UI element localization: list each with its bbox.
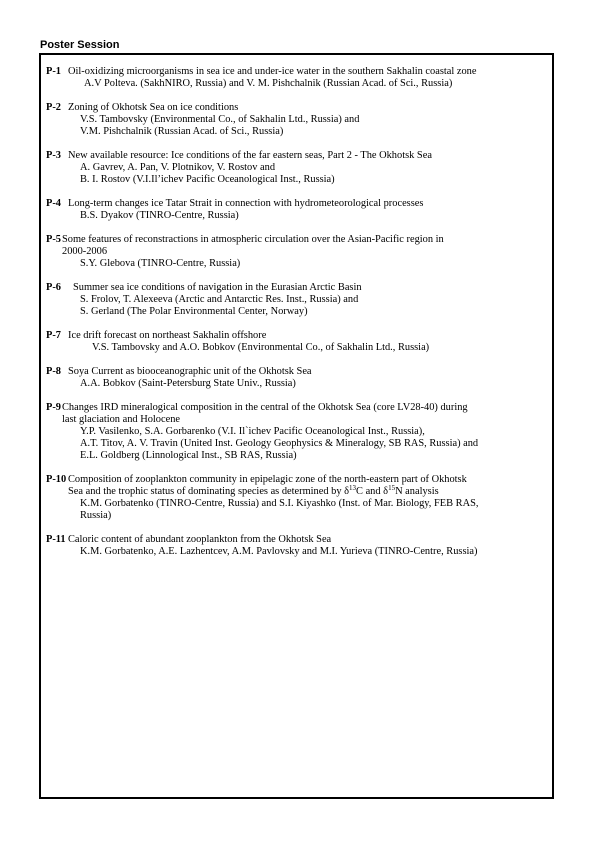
poster-id: P-5 (46, 234, 62, 245)
poster-title-continued: 2000-2006 (62, 246, 108, 257)
poster-entry-p5 (46, 234, 551, 270)
poster-authors: B.S. Dyakov (TINRO-Centre, Russia) (80, 210, 239, 221)
section-heading: Poster Session (40, 39, 120, 51)
poster-authors: B. I. Rostov (V.I.Il’ichev Pacific Oceanological Inst., Russia) (80, 174, 335, 185)
poster-authors: V.S. Tambovsky and A.O. Bobkov (Environmental Co., of Sakhalin Ltd., Russia) (92, 342, 430, 353)
poster-id: P-9 (46, 402, 62, 413)
poster-title-continued: last glaciation and Holocene (62, 414, 181, 425)
poster-authors: A.V Polteva. (SakhNIRO, Russia) and V. M. Pishchalnik (Russian Acad. of Sci., Russia) (84, 78, 453, 89)
poster-title: Ice drift forecast on northeast Sakhalin offshore (68, 330, 267, 341)
poster-authors: V.M. Pishchalnik (Russian Acad. of Sci., Russia) (80, 126, 284, 137)
poster-authors: A. Gavrev, A. Pan, V. Plotnikov, V. Rostov and (80, 162, 276, 173)
poster-authors: A.A. Bobkov (Saint-Petersburg State Univ., Russia) (80, 378, 296, 389)
poster-title: Some features of reconstractions in atmospheric circulation over the Asian-Pacific region in (62, 234, 444, 245)
poster-entry-p9 (46, 402, 551, 462)
poster-authors: A.T. Titov, A. V. Travin (United Inst. Geology Geophysics & Mineralogy, SB RAS, Russia) and (80, 438, 479, 449)
poster-authors: K.M. Gorbatenko (TINRO-Centre, Russia) and S.I. Kiyashko (Inst. of Mar. Biology, FEB RAS, (80, 498, 479, 509)
poster-title: Oil-oxidizing microorganisms in sea ice and under-ice water in the southern Sakhalin coastal zone (68, 66, 477, 77)
poster-entry-p7 (46, 330, 551, 354)
poster-id: P-8 (46, 366, 62, 377)
poster-authors: Russia) (80, 510, 112, 521)
poster-authors: S.Y. Glebova (TINRO-Centre, Russia) (80, 258, 241, 269)
poster-id: P-4 (46, 198, 62, 209)
poster-title: Composition of zooplankton community in epipelagic zone of the north-eastern part of Okhotsk (68, 474, 467, 485)
title-fragment: N analysis (395, 486, 439, 497)
poster-authors: V.S. Tambovsky (Environmental Co., of Sakhalin Ltd., Russia) and (80, 114, 360, 125)
poster-title: New available resource: Ice conditions of the far eastern seas, Part 2 - The Okhotsk Sea (68, 150, 432, 161)
poster-entry-p3 (46, 150, 551, 186)
poster-entry-p2 (46, 102, 551, 138)
poster-title: Caloric content of abundant zooplankton from the Okhotsk Sea (68, 534, 332, 545)
poster-id: P-1 (46, 66, 62, 77)
poster-id: P-2 (46, 102, 62, 113)
poster-entry-p8 (46, 366, 551, 390)
poster-entry-p10 (46, 474, 551, 522)
poster-authors: Y.P. Vasilenko, S.A. Gorbarenko (V.I. Il`ichev Pacific Oceanological Inst., Russia), (80, 426, 425, 437)
poster-entry-p6 (46, 282, 551, 318)
title-fragment: C and δ (356, 486, 389, 497)
poster-authors: E.L. Goldberg (Linnological Inst., SB RAS, Russia) (80, 450, 297, 461)
poster-title: Zoning of Okhotsk Sea on ice conditions (68, 102, 239, 113)
poster-title-continued (46, 486, 551, 498)
isotope-superscript: 15 (388, 484, 396, 492)
poster-entry-p1 (46, 66, 551, 90)
poster-id: P-11 (46, 534, 66, 545)
poster-list (46, 66, 551, 570)
poster-id: P-3 (46, 150, 62, 161)
poster-title: Summer sea ice conditions of navigation in the Eurasian Arctic Basin (73, 282, 362, 293)
poster-entry-p11 (46, 534, 551, 558)
poster-authors: S. Frolov, T. Alexeeva (Arctic and Antarctic Res. Inst., Russia) and (80, 294, 359, 305)
poster-id: P-7 (46, 330, 62, 341)
isotope-superscript: 13 (349, 484, 357, 492)
title-fragment: Sea and the trophic status of dominating species as determined by δ (68, 486, 350, 497)
poster-id: P-10 (46, 474, 67, 485)
poster-entry-p4 (46, 198, 551, 222)
poster-title: Changes IRD mineralogical composition in the central of the Okhotsk Sea (core LV28-40) during (62, 402, 468, 413)
poster-authors: K.M. Gorbatenko, A.E. Lazhentcev, A.M. Pavlovsky and M.I. Yurieva (TINRO-Centre, Russia) (80, 546, 478, 557)
poster-title: Long-term changes ice Tatar Strait in connection with hydrometeorological processes (68, 198, 424, 209)
poster-title: Soya Current as biooceanographic unit of the Okhotsk Sea (68, 366, 312, 377)
poster-id: P-6 (46, 282, 62, 293)
poster-authors: S. Gerland (The Polar Environmental Center, Norway) (80, 306, 308, 317)
